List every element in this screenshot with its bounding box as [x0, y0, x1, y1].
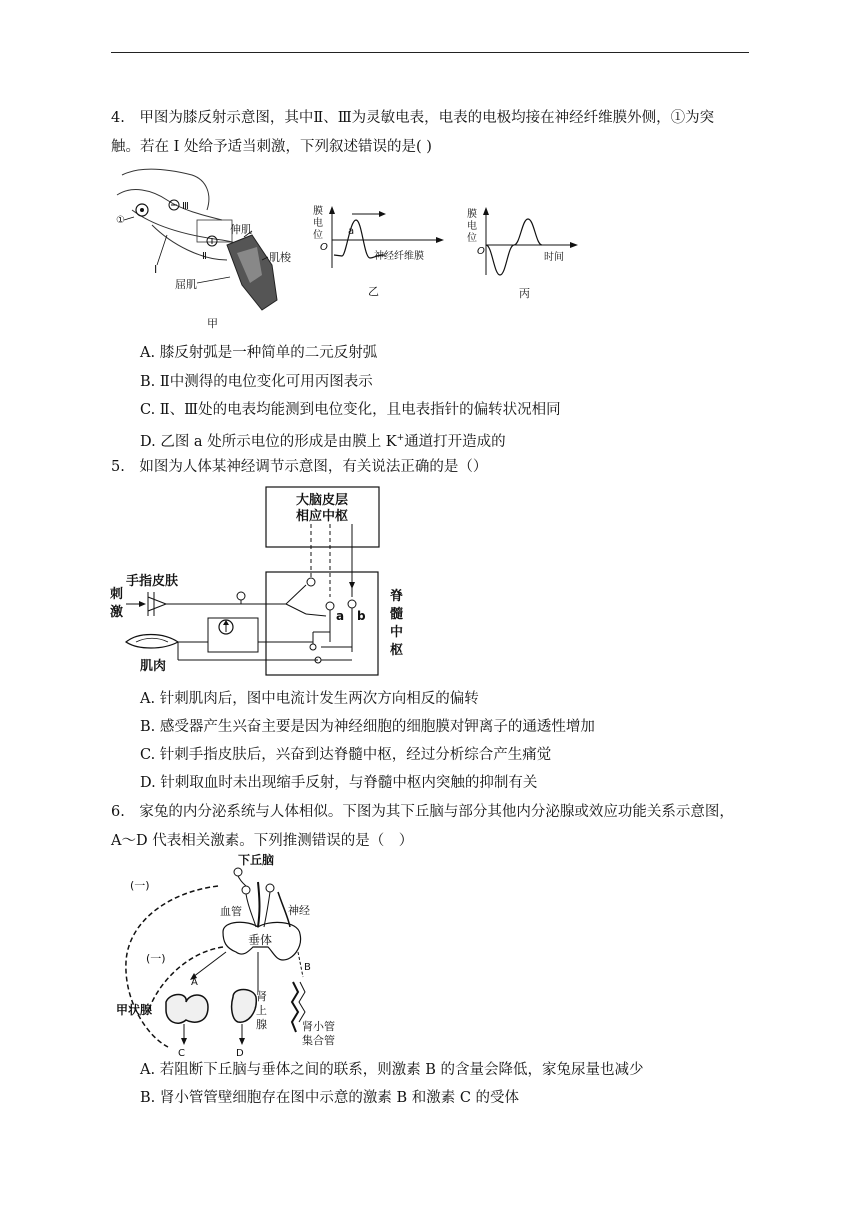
q4-stem-line1: 4. 甲图为膝反射示意图，其中Ⅱ、Ⅲ为灵敏电表，电表的电极均接在神经纤维膜外侧，①为突 [111, 110, 715, 126]
header-rule [111, 52, 749, 53]
label-circle-1: ① [116, 215, 125, 226]
cortex-label-2: 相应中枢 [295, 509, 349, 524]
yi-origin: O [320, 242, 328, 253]
spinal-label-4: 枢 [390, 643, 404, 658]
label-spindle: 肌梭 [269, 251, 291, 264]
figure-jia-caption: 甲 [207, 317, 218, 330]
q6-option-a: A. 若阻断下丘脑与垂体之间的联系，则激素 B 的含量会降低，家兔尿量也减少 [140, 1062, 644, 1078]
adrenal-icon [232, 990, 257, 1023]
q6-stem-line2: A～D 代表相关激素。下列推测错误的是（ ） [111, 833, 414, 849]
vessel-label: 血管 [220, 905, 242, 918]
hormone-C: C [178, 1048, 185, 1057]
q5-option-c: C. 针刺手指皮肤后，兴奋到达脊髓中枢，经过分析综合产生痛觉 [140, 747, 552, 763]
q4-option-b: B. Ⅱ中测得的电位变化可用丙图表示 [140, 374, 373, 390]
tubule-label-1: 肾小管 [302, 1020, 335, 1033]
q5-option-d: D. 针刺取血时未出现缩手反射，与脊髓中枢内突触的抑制有关 [140, 775, 538, 791]
muscle-label: 肌肉 [140, 659, 167, 674]
bing-ylabel-3: 位 [467, 233, 477, 244]
figure-bing-caption: 丙 [519, 287, 530, 300]
figure-yi-caption: 乙 [368, 285, 379, 298]
cortex-label-1: 大脑皮层 [295, 493, 349, 508]
yi-xlabel: 神经纤维膜 [374, 251, 424, 262]
tubule-icon [292, 982, 298, 1032]
hormone-D: D [236, 1048, 244, 1057]
q6-stem-line1: 6. 家兔的内分泌系统与人体相似。下图为其下丘脑与部分其他内分泌腺或效应功能关系示意图， [111, 804, 734, 820]
inhibition-label-2: (一) [146, 952, 166, 965]
tubule-label-2: 集合管 [302, 1034, 335, 1047]
stimulus-label-1: 刺 [110, 587, 124, 602]
yi-point-a: a [348, 226, 355, 237]
hormone-B: B [304, 962, 311, 973]
potential-graph-bing [464, 205, 584, 305]
nerve-regulation-figure [108, 482, 418, 682]
thyroid-icon [166, 995, 208, 1024]
spinal-label-2: 髓 [390, 607, 404, 622]
hypothalamus-label: 下丘脑 [238, 853, 275, 867]
label-flexor: 屈肌 [175, 278, 197, 291]
q5-stem: 5. 如图为人体某神经调节示意图，有关说法正确的是（） [111, 459, 488, 475]
q5-option-a: A. 针刺肌肉后，图中电流计发生两次方向相反的偏转 [140, 691, 479, 707]
label-extensor: 伸肌 [230, 223, 252, 236]
label-III: Ⅲ [182, 201, 189, 212]
hormone-A: A [191, 977, 198, 988]
bing-ylabel-1: 膜 [467, 209, 477, 220]
skin-label: 手指皮肤 [126, 574, 179, 589]
label-II: Ⅱ [202, 251, 207, 262]
bing-xlabel: 时间 [544, 252, 564, 263]
q4-option-c: C. Ⅱ、Ⅲ处的电表均能测到电位变化，且电表指针的偏转状况相同 [140, 402, 561, 418]
bing-origin: O [477, 246, 485, 257]
yi-ylabel-3: 位 [313, 230, 323, 241]
adrenal-label-2: 上 [256, 1004, 267, 1017]
knee-reflex-figure [112, 165, 302, 335]
yi-ylabel-2: 电 [313, 218, 323, 229]
inhibition-label-1: (一) [130, 879, 150, 892]
bing-ylabel-2: 电 [467, 221, 477, 232]
potential-graph-yi [310, 200, 450, 310]
label-a: a [336, 609, 345, 623]
adrenal-label-3: 腺 [256, 1018, 267, 1031]
q4-option-a: A. 膝反射弧是一种简单的二元反射弧 [140, 345, 378, 361]
label-b: b [357, 609, 366, 623]
adrenal-label-1: 肾 [256, 990, 267, 1003]
nerve-label: 神经 [288, 904, 310, 917]
q4-option-d: D. 乙图 a 处所示电位的形成是由膜上 K+通道打开造成的 [140, 433, 506, 450]
stimulus-label-2: 激 [110, 605, 124, 620]
pituitary-label: 垂体 [248, 933, 273, 947]
q4-stem-line2: 触。若在 I 处给予适当刺激，下列叙述错误的是( ) [111, 139, 432, 155]
endocrine-figure [108, 852, 348, 1057]
q6-option-b: B. 肾小管管壁细胞存在图中示意的激素 B 和激素 C 的受体 [140, 1090, 520, 1106]
thyroid-label: 甲状腺 [116, 1003, 153, 1017]
spinal-label-3: 中 [390, 625, 404, 640]
yi-ylabel-1: 膜 [313, 206, 323, 217]
q5-option-b: B. 感受器产生兴奋主要是因为神经细胞的细胞膜对钾离子的通透性增加 [140, 719, 595, 735]
muscle-icon [126, 635, 178, 649]
label-I: I [154, 263, 158, 276]
spinal-label-1: 脊 [390, 589, 404, 604]
